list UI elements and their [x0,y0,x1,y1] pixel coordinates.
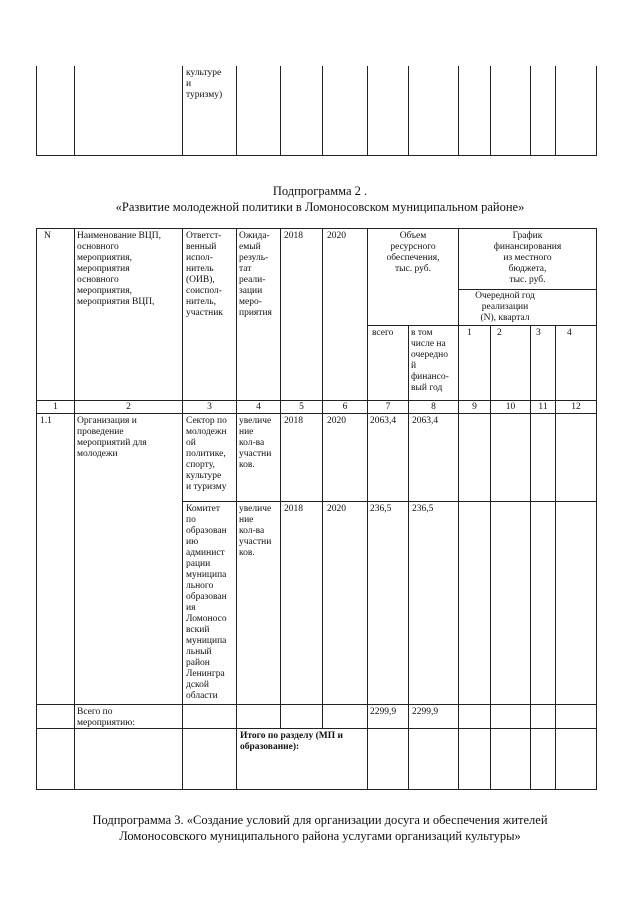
col-number: 4 [256,402,261,412]
subprogram2-title: Подпрограмма 2 . [272,184,368,198]
table-border [280,228,281,729]
col-number: 8 [431,402,436,412]
table-border [458,289,597,290]
table-border [555,66,556,156]
col-number: 9 [472,402,477,412]
table-border [36,400,597,401]
total-row-label: Всего по мероприятию: [77,707,135,728]
header-responsible: Ответст- венный испол- нитель (ОИВ), соиспол- нитель, участник [186,231,223,318]
header-year-2020: 2020 [327,231,346,241]
row-year-2018: 2018 [284,504,303,514]
table-border [458,66,459,156]
header-n: N [44,231,51,241]
table-border [530,325,531,790]
row-year-2020: 2020 [327,504,346,514]
table-border [74,66,75,156]
table-border [555,325,556,790]
table-border [280,66,281,156]
table-border [182,228,183,790]
table-border [182,66,183,156]
table-border [490,325,491,790]
row-name: Организация и проведение мероприятий для молодежи [77,416,147,459]
header-volume: Объем ресурсного обеспечения, тыс. руб. [386,231,440,274]
table-border [36,228,597,229]
subprogram3-subtitle: Ломоносовского муниципального района услугами организаций культуры» [119,829,521,843]
table-border [36,228,37,790]
table-border [596,66,597,156]
table-border [36,66,37,156]
header-year-2018: 2018 [284,231,303,241]
row-expected-result: увеличе ние кол-ва участни ков. [239,504,272,558]
table-border [490,66,491,156]
table-border [596,228,597,790]
row-total: 236,5 [370,504,392,514]
table-border [36,704,597,705]
row-number: 1.1 [40,416,52,426]
row-incl-current-year: 2063,4 [412,416,439,426]
col-number: 11 [538,402,548,412]
row-responsible-sector: Сектор по молодежн ой политике, спорту, культуре и туризму [186,416,227,492]
header-schedule: График финансирования из местного бюджета, тыс. руб. [493,231,562,285]
row-year-2020: 2020 [327,416,346,426]
col-number: 7 [385,402,391,412]
row-year-2018: 2018 [284,416,303,426]
total-row-incl: 2299,9 [412,707,439,717]
header-q2: 2 [497,328,502,338]
header-name: Наименование ВЦП, основного мероприятия, мероприятия основного мероприятия, мероприятия ВЦП, [77,231,161,307]
header-expected: Ожида- емый резуль- тат реали- зации меро- приятия [239,231,272,318]
header-q3: 3 [536,328,541,338]
table-border [530,66,531,156]
col-number: 10 [505,402,516,412]
row-incl-current-year: 236,5 [412,504,434,514]
header-q4: 4 [567,328,572,338]
table-border [236,66,237,156]
col-number: 5 [299,402,304,412]
table-border [408,66,409,156]
col-number: 1 [53,402,58,412]
table-border [367,325,597,326]
table-border [236,228,237,790]
subprogram3-title: Подпрограмма 3. «Создание условий для организации досуга и обеспечения жителей [92,813,548,827]
subprogram2-subtitle: «Развитие молодежной политики в Ломоносовском муниципальном районе» [115,200,525,214]
col-number: 12 [571,402,581,412]
row-expected-result: увеличе ние кол-ва участни ков. [239,416,272,470]
top-table-cell-text: культуре и туризму) [186,68,223,100]
table-border [322,228,323,729]
table-border [408,325,409,790]
table-border [182,501,596,502]
header-q1: 1 [467,328,472,338]
table-border [36,155,597,156]
table-border [367,66,368,156]
table-border [322,66,323,156]
table-border [367,228,368,790]
table-border [36,413,597,414]
total-row-total: 2299,9 [370,707,397,717]
row-responsible-committee: Комитет по образован ию админист рации муниципа льного образован ия Ломоносо вский муниципа льный район Ленингра дской области [186,504,227,701]
col-number: 3 [207,402,212,412]
col-number: 2 [126,402,131,412]
row-total: 2063,4 [370,416,397,426]
table-border [74,228,75,790]
header-incl-current-year: в том числе на очередно й финансо- вый год [411,328,449,393]
header-total: всего [372,328,394,338]
table-border [36,789,597,790]
section-total-label: Итого по разделу (МП и образование): [240,731,344,752]
header-next-year: Очередной год реализации (N), квартал [475,291,535,323]
col-number: 6 [342,402,348,412]
